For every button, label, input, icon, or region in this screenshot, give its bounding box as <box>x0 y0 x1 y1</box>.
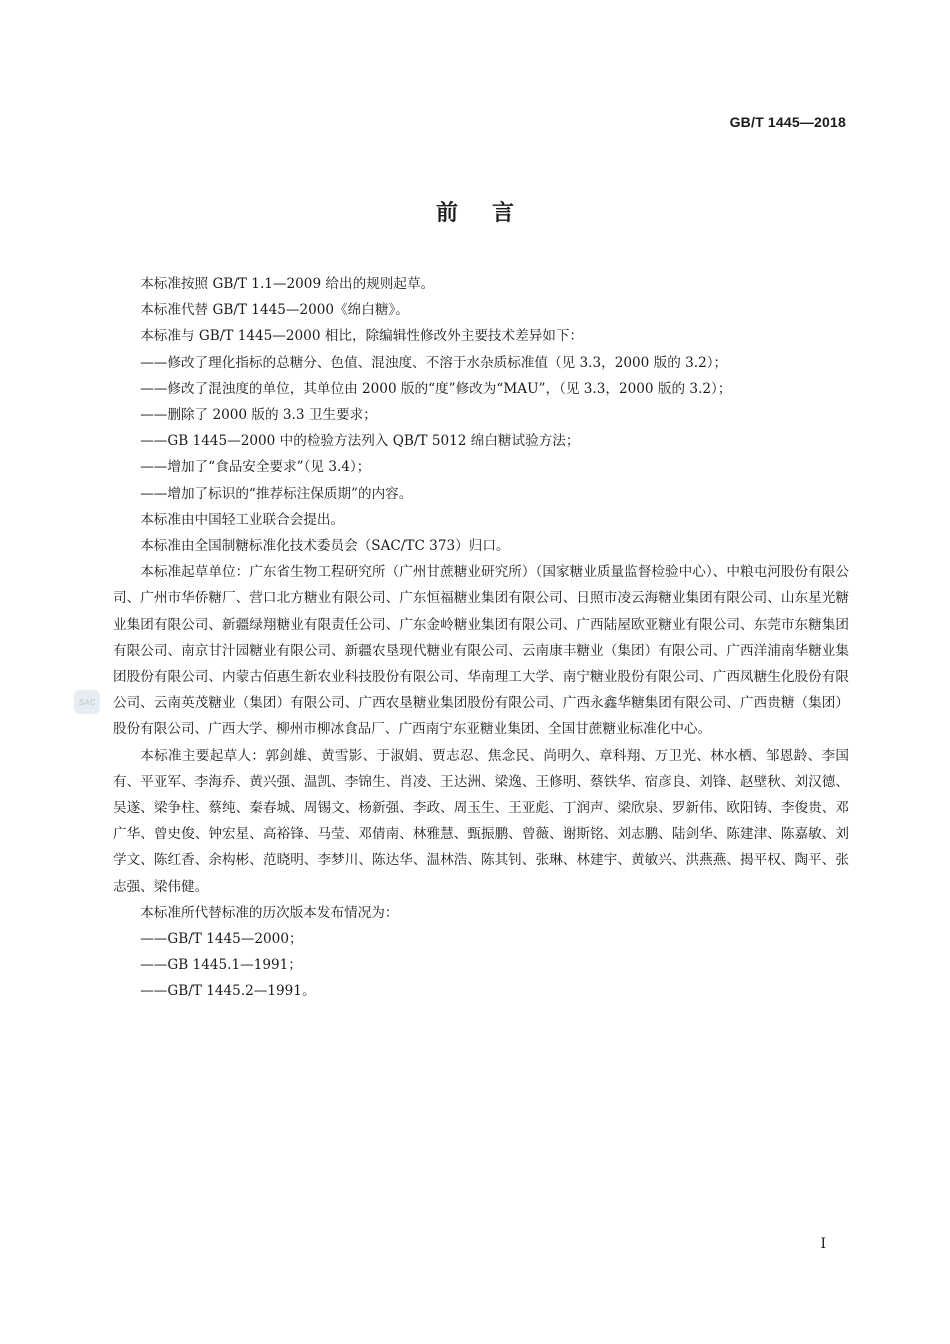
standard-number: GB/T 1445—2018 <box>729 114 846 130</box>
page-title: 前言 <box>435 201 548 226</box>
paragraph-proposed-by: 本标准由中国轻工业联合会提出。 <box>140 511 345 528</box>
paragraph-drafting-rules: 本标准按照 GB/T 1.1—2009 给出的规则起草。 <box>140 276 435 292</box>
foreword-body <box>113 271 849 1005</box>
paragraph-centralized-by: 本标准由全国制糖标准化技术委员会（SAC/TC 373）归口。 <box>140 538 510 555</box>
paragraph-drafting-units: 本标准起草单位：广东省生物工程研究所（广州甘蔗糖业研究所）（国家糖业质量监督检验中心）、中粮屯河股份有限公司、广州市华侨糖厂、营口北方糖业有限公司、广东恒福糖业集团有限公司、日照市凌云海糖业集团有限公司、山东星光糖业集团有限公司、新疆绿翔糖业有限责任公司、广东金岭糖业集团有限公司、广西陆屋欧亚糖业有限公司、东莞市东糖集团有限公司、南京甘汁园糖业有限公司、新疆农垦现代糖业有限公司、云南康丰糖业（集团）有限公司、广西洋浦南华糖业集团股份有限公司、内蒙古佰惠生新农业科技股份有限公司、华南理工大学、南宁糖业股份有限公司、广西凤糖生化股份有限公司、云南英茂糖业（集团）有限公司、广西农垦糖业集团股份有限公司、广西永鑫华糖集团有限公司、广西贵糖（集团）股份有限公司、广西大学、柳州市柳冰食品厂、广西南宁东亚糖业集团、全国甘蔗糖业标准化中心。 <box>113 564 849 738</box>
list-item: ——GB 1445.1—1991； <box>140 957 302 974</box>
paragraph-differences-intro: 本标准与 GB/T 1445—2000 相比，除编辑性修改外主要技术差异如下： <box>140 328 584 345</box>
list-item: ——GB/T 1445.2—1991。 <box>140 983 316 1000</box>
page-number: I <box>820 1236 826 1252</box>
paragraph-history-intro: 本标准所代替标准的历次版本发布情况为： <box>140 904 399 921</box>
list-item: ——增加了标识的“推荐标注保质期”的内容。 <box>140 485 413 502</box>
sac-watermark-text: SAC <box>78 697 96 707</box>
paragraph-drafters: 本标准主要起草人：郭剑雄、黄雪影、于淑娟、贾志忍、焦念民、尚明久、章科翔、万卫光、林水栖、邹恩龄、李国有、平亚军、李海乔、黄兴强、温凯、李锦生、肖凌、王达洲、梁逸、王修明、蔡铁华、宿彦良、刘锋、赵壁秋、刘汉德、吴遂、梁争柱、蔡纯、秦春城、周锡文、杨新强、李政、周玉生、王亚彪、丁润声、梁欣泉、罗新伟、欧阳铸、李俊贵、邓广华、曾史俊、钟宏星、高裕锋、马莹、邓倩南、林雅慧、甄振鹏、曾薇、谢斯铭、刘志鹏、陆剑华、陈建津、陈嘉敏、刘学文、陈红香、余构彬、范晓明、李梦川、陈达华、温林浩、陈其钊、张琳、林建宇、黄敏兴、洪燕燕、揭平权、陶平、张志强、梁伟健。 <box>113 747 849 895</box>
sac-watermark-logo <box>74 690 100 714</box>
list-item: ——删除了 2000 版的 3.3 卫生要求； <box>140 407 377 424</box>
list-item: ——修改了理化指标的总糖分、色值、混浊度、不溶于水杂质标准值（见 3.3，2000 版的 3.2）； <box>140 354 728 371</box>
list-item: ——修改了混浊度的单位，其单位由 2000 版的“度”修改为“MAU”，（见 3.3，2000 版的 3.2）； <box>140 380 732 397</box>
list-item: ——GB 1445—2000 中的检验方法列入 QB/T 5012 绵白糖试验方法； <box>140 433 580 450</box>
list-item: ——增加了“食品安全要求”（见 3.4）； <box>140 459 371 476</box>
paragraph-replaces: 本标准代替 GB/T 1445—2000《绵白糖》。 <box>140 302 409 319</box>
list-item: ——GB/T 1445—2000； <box>140 931 303 948</box>
